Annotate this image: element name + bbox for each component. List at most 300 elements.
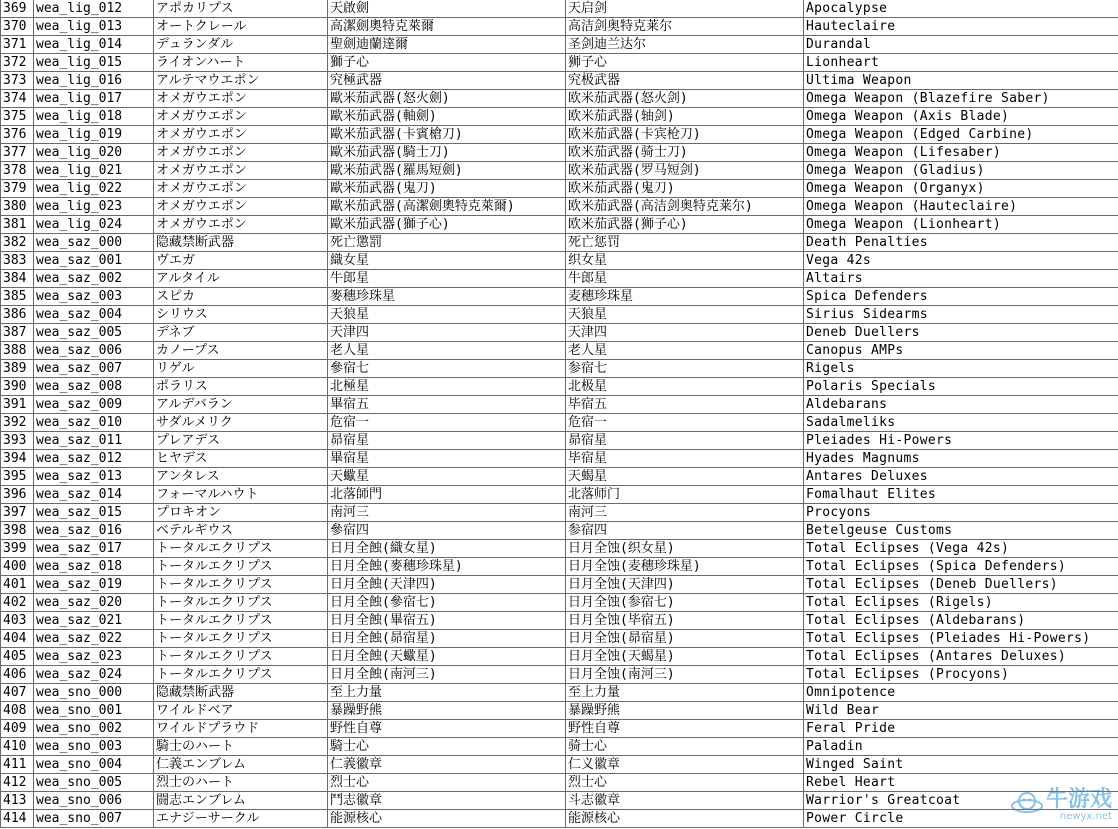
simplified-chinese-cell[interactable]: 日月全蚀(麦穗珍珠星) [566, 558, 804, 576]
weapon-id-cell[interactable]: wea_lig_014 [34, 36, 154, 54]
simplified-chinese-cell[interactable]: 天启剑 [566, 0, 804, 18]
english-name-cell[interactable]: Total Eclipses (Rigels) [804, 594, 1118, 612]
row-number-cell[interactable]: 408 [1, 702, 34, 720]
japanese-name-cell[interactable]: リゲル [154, 360, 328, 378]
english-name-cell[interactable]: Altairs [804, 270, 1118, 288]
traditional-chinese-cell[interactable]: 日月全蝕(昴宿星) [328, 630, 566, 648]
simplified-chinese-cell[interactable]: 毕宿五 [566, 396, 804, 414]
table-row [1, 216, 1118, 234]
traditional-chinese-cell[interactable]: 日月全蝕(織女星) [328, 540, 566, 558]
traditional-chinese-cell[interactable]: 暴躁野熊 [328, 702, 566, 720]
weapon-id-cell[interactable]: wea_lig_024 [34, 216, 154, 234]
simplified-chinese-cell[interactable]: 欧米茄武器(狮子心) [566, 216, 804, 234]
weapon-id-cell[interactable]: wea_saz_013 [34, 468, 154, 486]
japanese-name-cell[interactable]: オメガウエポン [154, 144, 328, 162]
table-row [1, 144, 1118, 162]
simplified-chinese-cell[interactable]: 日月全蚀(昴宿星) [566, 630, 804, 648]
simplified-chinese-cell[interactable]: 参宿四 [566, 522, 804, 540]
english-name-cell[interactable]: Omega Weapon (Organyx) [804, 180, 1118, 198]
simplified-chinese-cell[interactable]: 骑士心 [566, 738, 804, 756]
japanese-name-cell[interactable]: アルテマウエポン [154, 72, 328, 90]
traditional-chinese-cell[interactable]: 獅子心 [328, 54, 566, 72]
japanese-name-cell[interactable]: オメガウエポン [154, 180, 328, 198]
traditional-chinese-cell[interactable]: 歐米茄武器(騎士刀) [328, 144, 566, 162]
table-row [1, 342, 1118, 360]
simplified-chinese-cell[interactable]: 北落师门 [566, 486, 804, 504]
english-name-cell[interactable]: Fomalhaut Elites [804, 486, 1118, 504]
english-name-cell[interactable]: Sirius Sidearms [804, 306, 1118, 324]
row-number-cell[interactable]: 405 [1, 648, 34, 666]
table-row [1, 468, 1118, 486]
simplified-chinese-cell[interactable]: 昴宿星 [566, 432, 804, 450]
row-number-cell[interactable]: 371 [1, 36, 34, 54]
row-number-cell[interactable]: 369 [1, 0, 34, 18]
japanese-name-cell[interactable]: ワイルドプラウド [154, 720, 328, 738]
english-name-cell[interactable]: Omega Weapon (Blazefire Saber) [804, 90, 1118, 108]
simplified-chinese-cell[interactable]: 斗志徽章 [566, 792, 804, 810]
english-name-cell[interactable]: Power Circle [804, 810, 1118, 828]
weapon-id-cell[interactable]: wea_saz_020 [34, 594, 154, 612]
weapon-id-cell[interactable]: wea_lig_012 [34, 0, 154, 18]
simplified-chinese-cell[interactable]: 野性自尊 [566, 720, 804, 738]
weapon-id-cell[interactable]: wea_saz_004 [34, 306, 154, 324]
traditional-chinese-cell[interactable]: 危宿一 [328, 414, 566, 432]
japanese-name-cell[interactable]: アポカリプス [154, 0, 328, 18]
simplified-chinese-cell[interactable]: 暴躁野熊 [566, 702, 804, 720]
english-name-cell[interactable]: Rebel Heart [804, 774, 1118, 792]
japanese-name-cell[interactable]: 烈士のハート [154, 774, 328, 792]
simplified-chinese-cell[interactable]: 欧米茄武器(高洁剑奥特克莱尔) [566, 198, 804, 216]
weapon-id-cell[interactable]: wea_saz_011 [34, 432, 154, 450]
weapon-id-cell[interactable]: wea_sno_001 [34, 702, 154, 720]
weapon-id-cell[interactable]: wea_saz_003 [34, 288, 154, 306]
row-number-cell[interactable]: 403 [1, 612, 34, 630]
traditional-chinese-cell[interactable]: 究極武器 [328, 72, 566, 90]
row-number-cell[interactable]: 411 [1, 756, 34, 774]
english-name-cell[interactable]: Omega Weapon (Gladius) [804, 162, 1118, 180]
traditional-chinese-cell[interactable]: 織女星 [328, 252, 566, 270]
traditional-chinese-cell[interactable]: 野性自尊 [328, 720, 566, 738]
japanese-name-cell[interactable]: オメガウエポン [154, 162, 328, 180]
simplified-chinese-cell[interactable]: 北极星 [566, 378, 804, 396]
row-number-cell[interactable]: 406 [1, 666, 34, 684]
english-name-cell[interactable]: Apocalypse [804, 0, 1118, 18]
japanese-name-cell[interactable]: オメガウエポン [154, 126, 328, 144]
japanese-name-cell[interactable]: トータルエクリプス [154, 558, 328, 576]
row-number-cell[interactable]: 386 [1, 306, 34, 324]
simplified-chinese-cell[interactable]: 死亡惩罚 [566, 234, 804, 252]
traditional-chinese-cell[interactable]: 日月全蝕(天津四) [328, 576, 566, 594]
english-name-cell[interactable]: Polaris Specials [804, 378, 1118, 396]
weapon-id-cell[interactable]: wea_saz_022 [34, 630, 154, 648]
table-row [1, 486, 1118, 504]
row-number-cell[interactable]: 372 [1, 54, 34, 72]
english-name-cell[interactable]: Death Penalties [804, 234, 1118, 252]
traditional-chinese-cell[interactable]: 天蠍星 [328, 468, 566, 486]
weapon-id-cell[interactable]: wea_saz_024 [34, 666, 154, 684]
japanese-name-cell[interactable]: トータルエクリプス [154, 630, 328, 648]
simplified-chinese-cell[interactable]: 欧米茄武器(骑士刀) [566, 144, 804, 162]
japanese-name-cell[interactable]: アルデバラン [154, 396, 328, 414]
japanese-name-cell[interactable]: プレアデス [154, 432, 328, 450]
japanese-name-cell[interactable]: アンタレス [154, 468, 328, 486]
weapon-id-cell[interactable]: wea_saz_010 [34, 414, 154, 432]
traditional-chinese-cell[interactable]: 歐米茄武器(卡賓槍刀) [328, 126, 566, 144]
row-number-cell[interactable]: 392 [1, 414, 34, 432]
row-number-cell[interactable]: 402 [1, 594, 34, 612]
english-name-cell[interactable]: Winged Saint [804, 756, 1118, 774]
simplified-chinese-cell[interactable]: 欧米茄武器(卡宾枪刀) [566, 126, 804, 144]
simplified-chinese-cell[interactable]: 毕宿星 [566, 450, 804, 468]
japanese-name-cell[interactable]: 隐藏禁断武器 [154, 234, 328, 252]
weapon-id-cell[interactable]: wea_saz_017 [34, 540, 154, 558]
traditional-chinese-cell[interactable]: 歐米茄武器(獅子心) [328, 216, 566, 234]
weapon-id-cell[interactable]: wea_sno_007 [34, 810, 154, 828]
japanese-name-cell[interactable]: ヒヤデス [154, 450, 328, 468]
row-number-cell[interactable]: 382 [1, 234, 34, 252]
traditional-chinese-cell[interactable]: 天啟劍 [328, 0, 566, 18]
traditional-chinese-cell[interactable]: 天津四 [328, 324, 566, 342]
table-row [1, 162, 1118, 180]
row-number-cell[interactable]: 374 [1, 90, 34, 108]
english-name-cell[interactable]: Spica Defenders [804, 288, 1118, 306]
weapon-id-cell[interactable]: wea_sno_003 [34, 738, 154, 756]
simplified-chinese-cell[interactable]: 老人星 [566, 342, 804, 360]
traditional-chinese-cell[interactable]: 牛郎星 [328, 270, 566, 288]
english-name-cell[interactable]: Hauteclaire [804, 18, 1118, 36]
traditional-chinese-cell[interactable]: 烈士心 [328, 774, 566, 792]
table-row [1, 774, 1118, 792]
table-row [1, 414, 1118, 432]
table-row [1, 432, 1118, 450]
simplified-chinese-cell[interactable]: 欧米茄武器(怒火剑) [566, 90, 804, 108]
english-name-cell[interactable]: Lionheart [804, 54, 1118, 72]
traditional-chinese-cell[interactable]: 日月全蝕(南河三) [328, 666, 566, 684]
japanese-name-cell[interactable]: デュランダル [154, 36, 328, 54]
english-name-cell[interactable]: Omnipotence [804, 684, 1118, 702]
traditional-chinese-cell[interactable]: 老人星 [328, 342, 566, 360]
weapon-id-cell[interactable]: wea_sno_006 [34, 792, 154, 810]
row-number-cell[interactable]: 401 [1, 576, 34, 594]
simplified-chinese-cell[interactable]: 参宿七 [566, 360, 804, 378]
simplified-chinese-cell[interactable]: 圣剑迪兰达尔 [566, 36, 804, 54]
english-name-cell[interactable]: Feral Pride [804, 720, 1118, 738]
traditional-chinese-cell[interactable]: 歐米茄武器(鬼刀) [328, 180, 566, 198]
traditional-chinese-cell[interactable]: 畢宿星 [328, 450, 566, 468]
table-row [1, 756, 1118, 774]
english-name-cell[interactable]: Omega Weapon (Lionheart) [804, 216, 1118, 234]
traditional-chinese-cell[interactable]: 至上力量 [328, 684, 566, 702]
row-number-cell[interactable]: 412 [1, 774, 34, 792]
row-number-cell[interactable]: 393 [1, 432, 34, 450]
traditional-chinese-cell[interactable]: 參宿四 [328, 522, 566, 540]
row-number-cell[interactable]: 379 [1, 180, 34, 198]
row-number-cell[interactable]: 395 [1, 468, 34, 486]
simplified-chinese-cell[interactable]: 日月全蚀(天蝎星) [566, 648, 804, 666]
row-number-cell[interactable]: 376 [1, 126, 34, 144]
weapon-id-cell[interactable]: wea_lig_017 [34, 90, 154, 108]
weapon-id-cell[interactable]: wea_lig_023 [34, 198, 154, 216]
traditional-chinese-cell[interactable]: 歐米茄武器(羅馬短劍) [328, 162, 566, 180]
english-name-cell[interactable]: Aldebarans [804, 396, 1118, 414]
traditional-chinese-cell[interactable]: 日月全蝕(參宿七) [328, 594, 566, 612]
japanese-name-cell[interactable]: オメガウエポン [154, 216, 328, 234]
english-name-cell[interactable]: Ultima Weapon [804, 72, 1118, 90]
simplified-chinese-cell[interactable]: 日月全蚀(天津四) [566, 576, 804, 594]
weapon-id-cell[interactable]: wea_saz_007 [34, 360, 154, 378]
japanese-name-cell[interactable]: ライオンハート [154, 54, 328, 72]
row-number-cell[interactable]: 404 [1, 630, 34, 648]
row-number-cell[interactable]: 380 [1, 198, 34, 216]
japanese-name-cell[interactable]: トータルエクリプス [154, 612, 328, 630]
english-name-cell[interactable]: Hyades Magnums [804, 450, 1118, 468]
simplified-chinese-cell[interactable]: 欧米茄武器(罗马短剑) [566, 162, 804, 180]
row-number-cell[interactable]: 400 [1, 558, 34, 576]
table-row [1, 792, 1118, 810]
traditional-chinese-cell[interactable]: 參宿七 [328, 360, 566, 378]
weapon-id-cell[interactable]: wea_lig_013 [34, 18, 154, 36]
row-number-cell[interactable]: 387 [1, 324, 34, 342]
english-name-cell[interactable]: Sadalmeliks [804, 414, 1118, 432]
row-number-cell[interactable]: 381 [1, 216, 34, 234]
table-row [1, 324, 1118, 342]
row-number-cell[interactable]: 413 [1, 792, 34, 810]
japanese-name-cell[interactable]: オメガウエポン [154, 108, 328, 126]
english-name-cell[interactable]: Omega Weapon (Axis Blade) [804, 108, 1118, 126]
weapon-id-cell[interactable]: wea_lig_016 [34, 72, 154, 90]
weapon-id-cell[interactable]: wea_lig_021 [34, 162, 154, 180]
row-number-cell[interactable]: 390 [1, 378, 34, 396]
traditional-chinese-cell[interactable]: 歐米茄武器(高潔劍奧特克萊爾) [328, 198, 566, 216]
weapon-id-cell[interactable]: wea_saz_012 [34, 450, 154, 468]
row-number-cell[interactable]: 398 [1, 522, 34, 540]
row-number-cell[interactable]: 385 [1, 288, 34, 306]
row-number-cell[interactable]: 396 [1, 486, 34, 504]
japanese-name-cell[interactable]: 騎士のハート [154, 738, 328, 756]
weapon-id-cell[interactable]: wea_lig_015 [34, 54, 154, 72]
table-body [1, 0, 1118, 828]
weapon-id-cell[interactable]: wea_saz_005 [34, 324, 154, 342]
table-row [1, 720, 1118, 738]
simplified-chinese-cell[interactable]: 南河三 [566, 504, 804, 522]
weapon-id-cell[interactable]: wea_saz_006 [34, 342, 154, 360]
japanese-name-cell[interactable]: 闘志エンブレム [154, 792, 328, 810]
japanese-name-cell[interactable]: プロキオン [154, 504, 328, 522]
simplified-chinese-cell[interactable]: 狮子心 [566, 54, 804, 72]
table-row [1, 522, 1118, 540]
weapon-id-cell[interactable]: wea_saz_014 [34, 486, 154, 504]
table-row [1, 270, 1118, 288]
english-name-cell[interactable]: Omega Weapon (Hauteclaire) [804, 198, 1118, 216]
table-row [1, 108, 1118, 126]
traditional-chinese-cell[interactable]: 日月全蝕(天蠍星) [328, 648, 566, 666]
simplified-chinese-cell[interactable]: 究极武器 [566, 72, 804, 90]
japanese-name-cell[interactable]: ヴエガ [154, 252, 328, 270]
row-number-cell[interactable]: 377 [1, 144, 34, 162]
japanese-name-cell[interactable]: トータルエクリプス [154, 648, 328, 666]
table-row [1, 0, 1118, 18]
simplified-chinese-cell[interactable]: 至上力量 [566, 684, 804, 702]
simplified-chinese-cell[interactable]: 天津四 [566, 324, 804, 342]
weapon-id-cell[interactable]: wea_sno_002 [34, 720, 154, 738]
japanese-name-cell[interactable]: オメガウエポン [154, 198, 328, 216]
row-number-cell[interactable]: 399 [1, 540, 34, 558]
english-name-cell[interactable]: Total Eclipses (Aldebarans) [804, 612, 1118, 630]
english-name-cell[interactable]: Total Eclipses (Antares Deluxes) [804, 648, 1118, 666]
traditional-chinese-cell[interactable]: 聖劍迪蘭達爾 [328, 36, 566, 54]
english-name-cell[interactable]: Canopus AMPs [804, 342, 1118, 360]
japanese-name-cell[interactable]: オートクレール [154, 18, 328, 36]
traditional-chinese-cell[interactable]: 麥穗珍珠星 [328, 288, 566, 306]
row-number-cell[interactable]: 378 [1, 162, 34, 180]
simplified-chinese-cell[interactable]: 天蝎星 [566, 468, 804, 486]
english-name-cell[interactable]: Rigels [804, 360, 1118, 378]
japanese-name-cell[interactable]: オメガウエポン [154, 90, 328, 108]
english-name-cell[interactable]: Vega 42s [804, 252, 1118, 270]
english-name-cell[interactable]: Durandal [804, 36, 1118, 54]
weapon-id-cell[interactable]: wea_saz_018 [34, 558, 154, 576]
simplified-chinese-cell[interactable]: 牛郎星 [566, 270, 804, 288]
traditional-chinese-cell[interactable]: 日月全蝕(畢宿五) [328, 612, 566, 630]
english-name-cell[interactable]: Total Eclipses (Vega 42s) [804, 540, 1118, 558]
weapon-id-cell[interactable]: wea_saz_008 [34, 378, 154, 396]
row-number-cell[interactable]: 414 [1, 810, 34, 828]
traditional-chinese-cell[interactable]: 死亡懲罰 [328, 234, 566, 252]
japanese-name-cell[interactable]: ポラリス [154, 378, 328, 396]
japanese-name-cell[interactable]: スピカ [154, 288, 328, 306]
english-name-cell[interactable]: Omega Weapon (Edged Carbine) [804, 126, 1118, 144]
weapon-id-cell[interactable]: wea_sno_000 [34, 684, 154, 702]
row-number-cell[interactable]: 383 [1, 252, 34, 270]
simplified-chinese-cell[interactable]: 日月全蚀(参宿七) [566, 594, 804, 612]
english-name-cell[interactable]: Total Eclipses (Spica Defenders) [804, 558, 1118, 576]
weapon-id-cell[interactable]: wea_saz_001 [34, 252, 154, 270]
traditional-chinese-cell[interactable]: 仁義徽章 [328, 756, 566, 774]
row-number-cell[interactable]: 389 [1, 360, 34, 378]
english-name-cell[interactable]: Betelgeuse Customs [804, 522, 1118, 540]
japanese-name-cell[interactable]: デネブ [154, 324, 328, 342]
row-number-cell[interactable]: 409 [1, 720, 34, 738]
table-row [1, 612, 1118, 630]
traditional-chinese-cell[interactable]: 歐米茄武器(軸劍) [328, 108, 566, 126]
simplified-chinese-cell[interactable]: 欧米茄武器(鬼刀) [566, 180, 804, 198]
traditional-chinese-cell[interactable]: 北極星 [328, 378, 566, 396]
japanese-name-cell[interactable]: アルタイル [154, 270, 328, 288]
traditional-chinese-cell[interactable]: 昴宿星 [328, 432, 566, 450]
simplified-chinese-cell[interactable]: 织女星 [566, 252, 804, 270]
row-number-cell[interactable]: 373 [1, 72, 34, 90]
traditional-chinese-cell[interactable]: 鬥志徽章 [328, 792, 566, 810]
english-name-cell[interactable]: Total Eclipses (Procyons) [804, 666, 1118, 684]
english-name-cell[interactable]: Total Eclipses (Deneb Duellers) [804, 576, 1118, 594]
japanese-name-cell[interactable]: フォーマルハウト [154, 486, 328, 504]
japanese-name-cell[interactable]: トータルエクリプス [154, 576, 328, 594]
weapon-id-cell[interactable]: wea_lig_019 [34, 126, 154, 144]
row-number-cell[interactable]: 388 [1, 342, 34, 360]
table-row [1, 234, 1118, 252]
row-number-cell[interactable]: 384 [1, 270, 34, 288]
table-row [1, 306, 1118, 324]
traditional-chinese-cell[interactable]: 南河三 [328, 504, 566, 522]
english-name-cell[interactable]: Paladin [804, 738, 1118, 756]
japanese-name-cell[interactable]: エナジーサークル [154, 810, 328, 828]
simplified-chinese-cell[interactable]: 日月全蚀(织女星) [566, 540, 804, 558]
weapon-id-cell[interactable]: wea_saz_015 [34, 504, 154, 522]
simplified-chinese-cell[interactable]: 危宿一 [566, 414, 804, 432]
simplified-chinese-cell[interactable]: 能源核心 [566, 810, 804, 828]
english-name-cell[interactable]: Deneb Duellers [804, 324, 1118, 342]
row-number-cell[interactable]: 370 [1, 18, 34, 36]
traditional-chinese-cell[interactable]: 北落師門 [328, 486, 566, 504]
traditional-chinese-cell[interactable]: 能源核心 [328, 810, 566, 828]
simplified-chinese-cell[interactable]: 日月全蚀(毕宿五) [566, 612, 804, 630]
japanese-name-cell[interactable]: カノープス [154, 342, 328, 360]
weapon-id-cell[interactable]: wea_saz_002 [34, 270, 154, 288]
row-number-cell[interactable]: 375 [1, 108, 34, 126]
weapon-id-cell[interactable]: wea_saz_016 [34, 522, 154, 540]
english-name-cell[interactable]: Total Eclipses (Pleiades Hi-Powers) [804, 630, 1118, 648]
japanese-name-cell[interactable]: 隐藏禁断武器 [154, 684, 328, 702]
weapon-id-cell[interactable]: wea_sno_004 [34, 756, 154, 774]
japanese-name-cell[interactable]: トータルエクリプス [154, 540, 328, 558]
row-number-cell[interactable]: 410 [1, 738, 34, 756]
traditional-chinese-cell[interactable]: 騎士心 [328, 738, 566, 756]
row-number-cell[interactable]: 391 [1, 396, 34, 414]
english-name-cell[interactable]: Wild Bear [804, 702, 1118, 720]
english-name-cell[interactable]: Warrior's Greatcoat [804, 792, 1118, 810]
weapon-id-cell[interactable]: wea_saz_019 [34, 576, 154, 594]
simplified-chinese-cell[interactable]: 麦穗珍珠星 [566, 288, 804, 306]
japanese-name-cell[interactable]: 仁義エンブレム [154, 756, 328, 774]
weapon-id-cell[interactable]: wea_lig_018 [34, 108, 154, 126]
table-row [1, 504, 1118, 522]
simplified-chinese-cell[interactable]: 仁义徽章 [566, 756, 804, 774]
weapon-id-cell[interactable]: wea_lig_022 [34, 180, 154, 198]
japanese-name-cell[interactable]: シリウス [154, 306, 328, 324]
japanese-name-cell[interactable]: トータルエクリプス [154, 594, 328, 612]
simplified-chinese-cell[interactable]: 欧米茄武器(轴剑) [566, 108, 804, 126]
traditional-chinese-cell[interactable]: 歐米茄武器(怒火劍) [328, 90, 566, 108]
traditional-chinese-cell[interactable]: 天狼星 [328, 306, 566, 324]
traditional-chinese-cell[interactable]: 高潔劍奧特克萊爾 [328, 18, 566, 36]
simplified-chinese-cell[interactable]: 天狼星 [566, 306, 804, 324]
table-row [1, 396, 1118, 414]
weapon-id-cell[interactable]: wea_saz_023 [34, 648, 154, 666]
simplified-chinese-cell[interactable]: 烈士心 [566, 774, 804, 792]
weapon-id-cell[interactable]: wea_saz_000 [34, 234, 154, 252]
japanese-name-cell[interactable]: ベテルギウス [154, 522, 328, 540]
table-row [1, 702, 1118, 720]
japanese-name-cell[interactable]: トータルエクリプス [154, 666, 328, 684]
english-name-cell[interactable]: Omega Weapon (Lifesaber) [804, 144, 1118, 162]
row-number-cell[interactable]: 394 [1, 450, 34, 468]
traditional-chinese-cell[interactable]: 日月全蝕(麥穗珍珠星) [328, 558, 566, 576]
japanese-name-cell[interactable]: サダルメリク [154, 414, 328, 432]
english-name-cell[interactable]: Procyons [804, 504, 1118, 522]
simplified-chinese-cell[interactable]: 高洁剑奥特克莱尔 [566, 18, 804, 36]
simplified-chinese-cell[interactable]: 日月全蚀(南河三) [566, 666, 804, 684]
row-number-cell[interactable]: 397 [1, 504, 34, 522]
english-name-cell[interactable]: Antares Deluxes [804, 468, 1118, 486]
traditional-chinese-cell[interactable]: 畢宿五 [328, 396, 566, 414]
japanese-name-cell[interactable]: ワイルドベア [154, 702, 328, 720]
english-name-cell[interactable]: Pleiades Hi-Powers [804, 432, 1118, 450]
row-number-cell[interactable]: 407 [1, 684, 34, 702]
weapon-id-cell[interactable]: wea_saz_009 [34, 396, 154, 414]
weapon-id-cell[interactable]: wea_saz_021 [34, 612, 154, 630]
weapon-id-cell[interactable]: wea_sno_005 [34, 774, 154, 792]
weapon-id-cell[interactable]: wea_lig_020 [34, 144, 154, 162]
